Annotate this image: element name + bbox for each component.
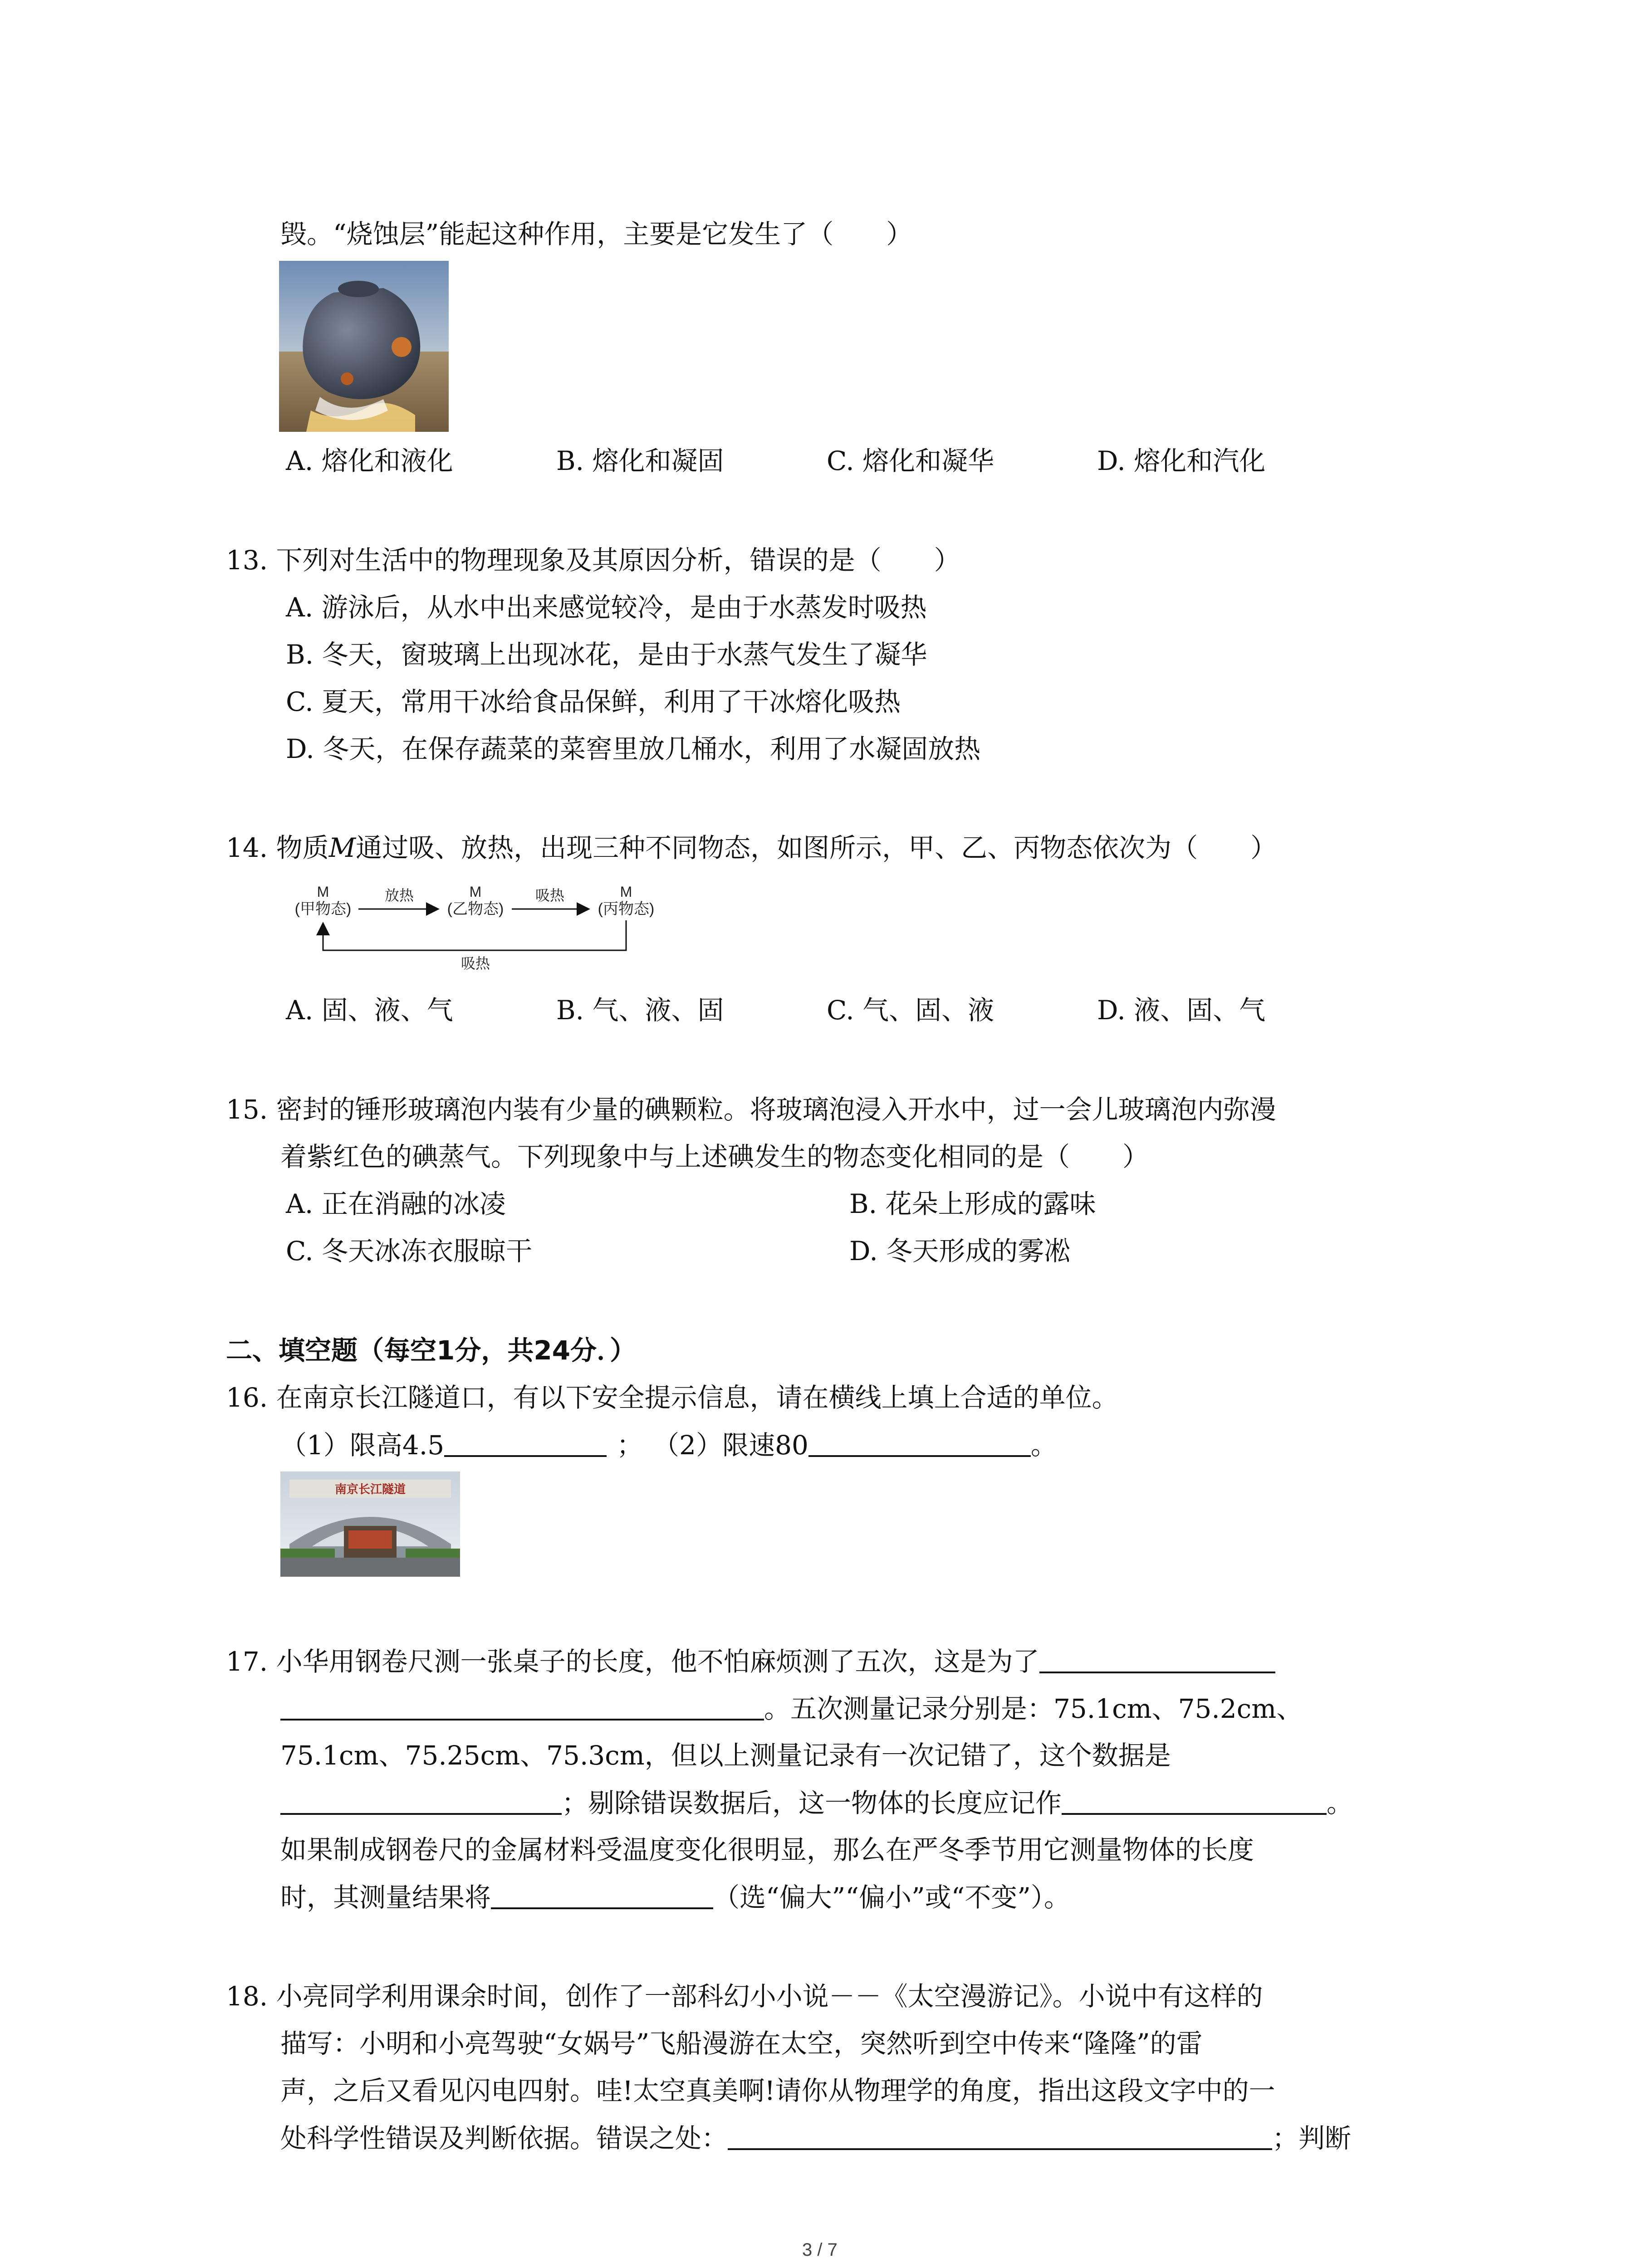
q17-blank-3[interactable] (1062, 1789, 1327, 1815)
q12-stem-tail: 毁。“烧蚀层”能起这种作用，主要是它发生了（ ） (280, 219, 913, 249)
tunnel-sign-text: 南京长江隧道 (334, 1483, 406, 1496)
q13-option-a: A. 游泳后，从水中出来感觉较冷，是由于水蒸发时吸热 (286, 592, 927, 623)
q14-option-c: C. 气、固、液 (827, 995, 994, 1026)
q14-option-b: B. 气、液、固 (556, 995, 724, 1026)
q14-stem: 14. 物质M通过吸、放热，出现三种不同物态，如图所示，甲、乙、丙物态依次为（ ） (226, 832, 1277, 863)
q12-option-a: A. 熔化和液化 (286, 445, 453, 476)
q13-option-b: B. 冬天，窗玻璃上出现冰花，是由于水蒸气发生了凝华 (286, 639, 927, 670)
q17-blank-1-cont[interactable] (280, 1695, 764, 1721)
q16-end: 。 (1030, 1430, 1057, 1461)
arrow3-label: 吸热 (460, 955, 490, 972)
state-change-diagram (272, 882, 676, 973)
state3-m-label: M (620, 884, 632, 900)
q15-option-d: D. 冬天形成的雾凇 (849, 1236, 1071, 1266)
q17-line1: 17. 小华用钢卷尺测一张桌子的长度，他不怕麻烦测了五次，这是为了 (226, 1648, 1275, 1675)
page-number: 3 / 7 (802, 2240, 838, 2260)
q17-line6: 时，其测量结果将 （选“偏大”“偏小”或“不变”）。 (280, 1882, 1070, 1913)
q15-option-c: C. 冬天冰冻衣服晾干 (286, 1236, 533, 1266)
arrow2-label: 吸热 (535, 887, 565, 904)
q16-part1: （1）限高4.5 (280, 1430, 445, 1461)
q16-part2: （2）限速80 (653, 1430, 808, 1461)
q18-line4: 处科学性错误及判断依据。错误之处： ；判断 (280, 2123, 1352, 2154)
q13-stem: 13. 下列对生活中的物理现象及其原因分析，错误的是（ ） (226, 545, 960, 576)
q15-stem-line1: 15. 密封的锤形玻璃泡内装有少量的碘颗粒。将玻璃泡浸入开水中，过一会儿玻璃泡内弥漫 (226, 1094, 1276, 1125)
section2-title: 二、填空题（每空1分，共24分．） (226, 1335, 637, 1366)
state3-label: (丙物态) (598, 900, 655, 918)
state1-label: (甲物态) (294, 900, 352, 918)
q12-option-d: D. 熔化和汽化 (1097, 445, 1266, 476)
q13-option-d: D. 冬天，在保存蔬菜的菜窖里放几桶水，利用了水凝固放热 (286, 733, 981, 764)
q17-blank-4[interactable] (491, 1884, 713, 1909)
state2-m-label: M (469, 884, 482, 900)
q18-blank-1[interactable] (728, 2125, 1272, 2150)
q17-line4: ；剔除错误数据后，这一物体的长度应记作 。 (280, 1789, 1353, 1816)
q14-option-a: A. 固、液、气 (286, 995, 453, 1026)
q16-blanks-line (280, 1430, 1057, 1461)
q16-stem: 16. 在南京长江隧道口，有以下安全提示信息，请在横线上填上合适的单位。 (226, 1382, 1118, 1413)
tunnel-sign-image (280, 1471, 460, 1577)
q14-option-d: D. 液、固、气 (1097, 995, 1266, 1026)
q16-blank-2[interactable] (808, 1432, 1031, 1457)
q15-stem-line2: 着紫红色的碘蒸气。下列现象中与上述碘发生的物态变化相同的是（ ） (280, 1141, 1149, 1172)
q17-blank-1[interactable] (1039, 1648, 1275, 1673)
q16-blank-1[interactable] (444, 1432, 607, 1457)
q16-sep: ； (617, 1430, 643, 1461)
capsule-image (279, 261, 449, 432)
q17-line3: 75.1cm、75.25cm、75.3cm，但以上测量记录有一次记错了，这个数据是 (280, 1740, 1171, 1771)
q15-option-b: B. 花朵上形成的露味 (849, 1188, 1096, 1219)
state1-m-label: M (317, 884, 329, 900)
q17-line2: 。五次测量记录分别是：75.1cm、75.2cm、 (280, 1695, 1303, 1722)
q12-option-c: C. 熔化和凝华 (827, 445, 994, 476)
arrow1-label: 放热 (384, 887, 414, 904)
q18-line1: 18. 小亮同学利用课余时间，创作了一部科幻小小说－－《太空漫游记》。小说中有这样的 (226, 1981, 1263, 2012)
q12-option-b: B. 熔化和凝固 (556, 445, 724, 476)
q18-line2: 描写：小明和小亮驾驶“女娲号”飞船漫游在太空，突然听到空中传来“隆隆”的雷 (280, 2028, 1203, 2059)
q15-option-a: A. 正在消融的冰凌 (286, 1188, 506, 1219)
q13-option-c: C. 夏天，常用干冰给食品保鲜，利用了干冰熔化吸热 (286, 686, 901, 717)
state2-label: (乙物态) (447, 900, 504, 918)
q18-line3: 声，之后又看见闪电四射。哇!太空真美啊!请你从物理学的角度，指出这段文字中的一 (280, 2075, 1275, 2106)
q17-line5: 如果制成钢卷尺的金属材料受温度变化很明显，那么在严冬季节用它测量物体的长度 (280, 1834, 1254, 1865)
q17-blank-2[interactable] (280, 1789, 562, 1815)
